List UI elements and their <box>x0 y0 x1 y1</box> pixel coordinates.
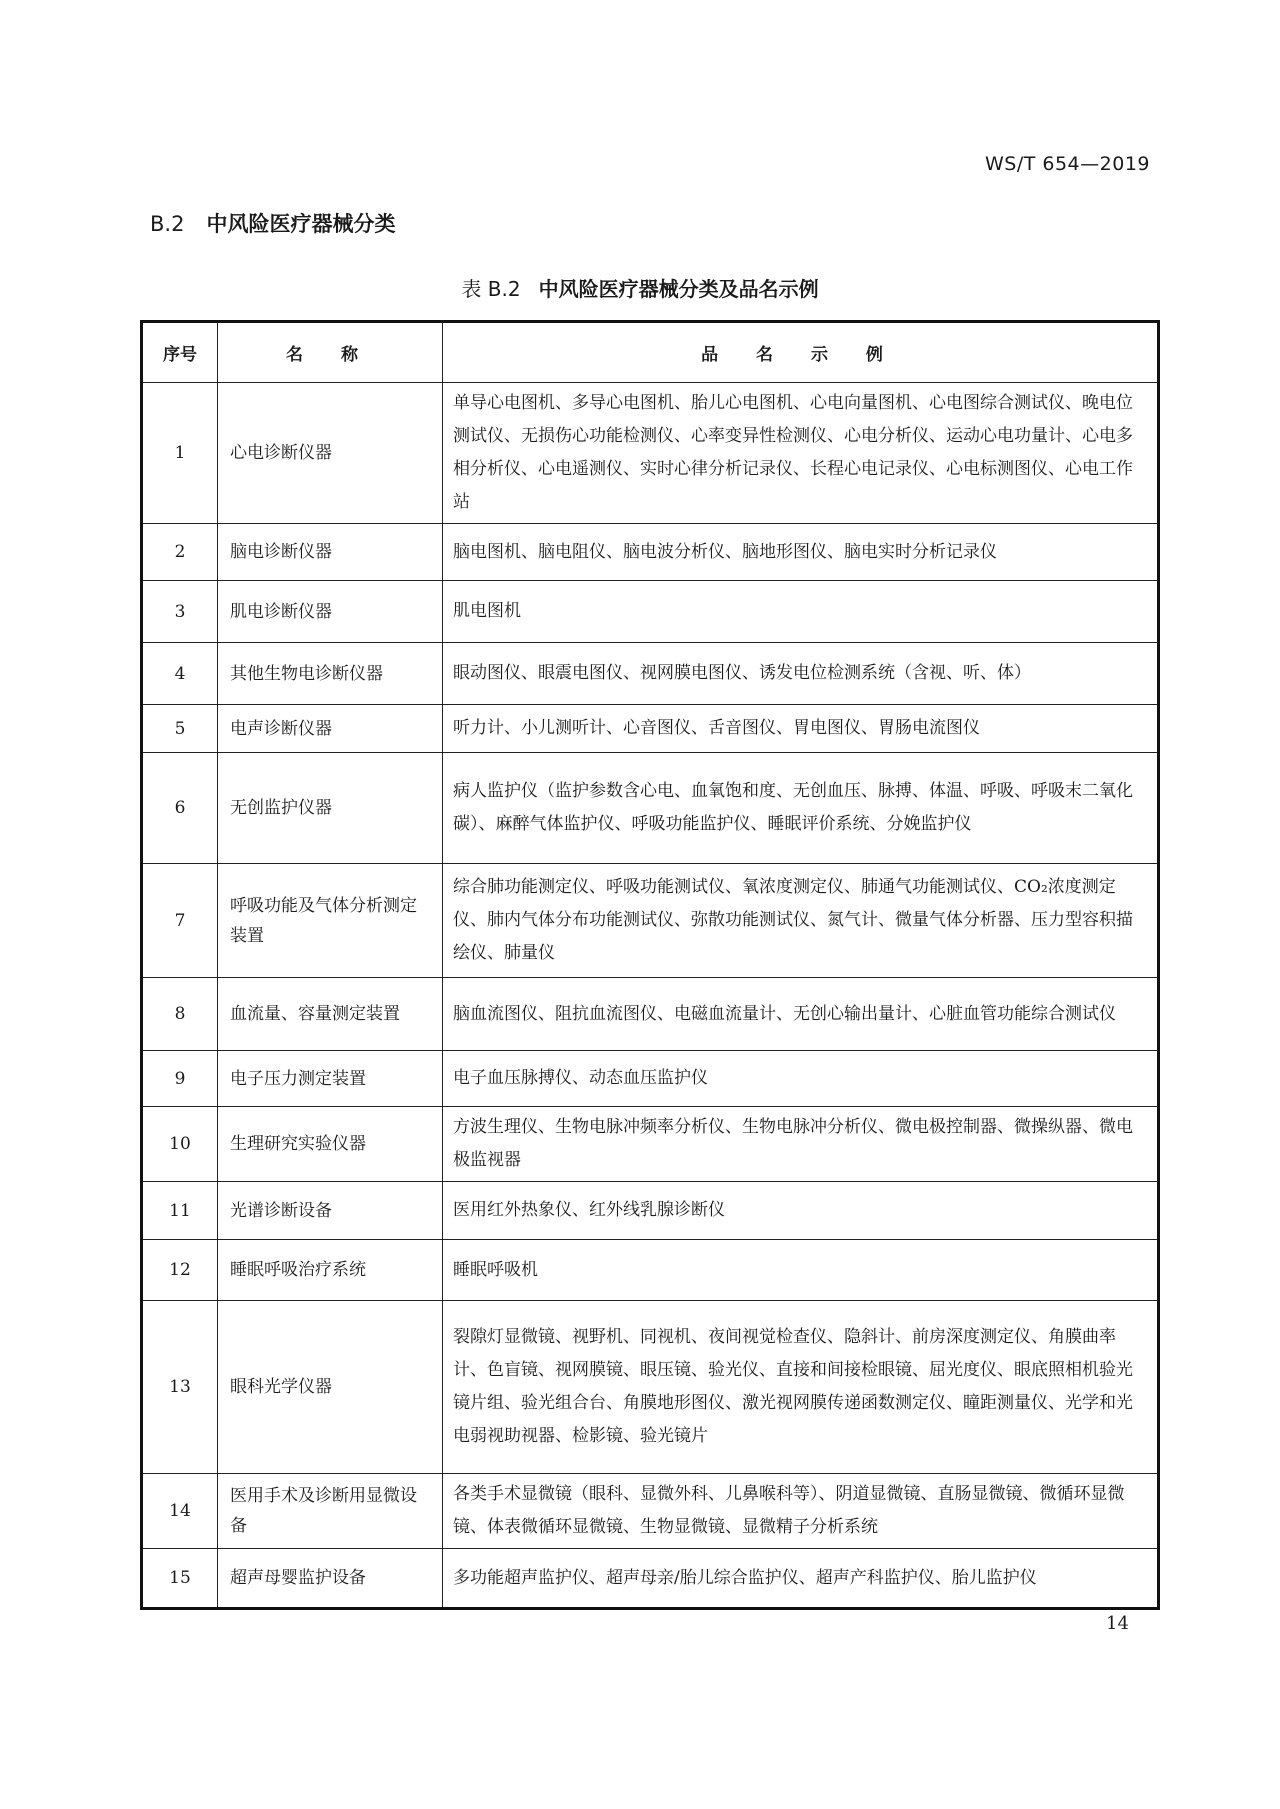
column-header-name: 名 称 <box>218 322 443 383</box>
row-name: 超声母婴监护设备 <box>218 1549 443 1609</box>
column-header-no: 序号 <box>142 322 218 383</box>
row-examples: 方波生理仪、生物电脉冲频率分析仪、生物电脉冲分析仪、微电极控制器、微操纵器、微电极监视器 <box>443 1107 1159 1182</box>
row-examples: 听力计、小儿测听计、心音图仪、舌音图仪、胃电图仪、胃肠电流图仪 <box>443 705 1159 753</box>
row-name: 电子压力测定装置 <box>218 1051 443 1107</box>
row-number: 10 <box>142 1107 218 1182</box>
table-row <box>142 581 1159 643</box>
row-examples: 脑血流图仪、阻抗血流图仪、电磁血流量计、无创心输出量计、心脏血管功能综合测试仪 <box>443 978 1159 1051</box>
row-number: 15 <box>142 1549 218 1609</box>
row-name: 眼科光学仪器 <box>218 1301 443 1474</box>
row-examples: 单导心电图机、多导心电图机、胎儿心电图机、心电向量图机、心电图综合测试仪、晚电位测试仪、无损伤心功能检测仪、心率变异性检测仪、心电分析仪、运动心电功量计、心电多相分析仪、心电遥测仪、实时心律分析记录仪、长程心电记录仪、心电标测图仪、心电工作站 <box>443 383 1159 524</box>
row-examples: 多功能超声监护仪、超声母亲/胎儿综合监护仪、超声产科监护仪、胎儿监护仪 <box>443 1549 1159 1609</box>
section-number: B.2 <box>150 212 185 236</box>
row-number: 3 <box>142 581 218 643</box>
table-caption <box>0 273 1280 302</box>
table-row <box>142 978 1159 1051</box>
section-heading <box>150 208 395 238</box>
table-row <box>142 1301 1159 1474</box>
table-row <box>142 524 1159 581</box>
row-number: 6 <box>142 753 218 864</box>
row-examples: 肌电图机 <box>443 581 1159 643</box>
row-name: 肌电诊断仪器 <box>218 581 443 643</box>
row-examples: 病人监护仪（监护参数含心电、血氧饱和度、无创血压、脉搏、体温、呼吸、呼吸末二氧化碳）、麻醉气体监护仪、呼吸功能监护仪、睡眠评价系统、分娩监护仪 <box>443 753 1159 864</box>
row-number: 8 <box>142 978 218 1051</box>
row-name: 脑电诊断仪器 <box>218 524 443 581</box>
row-examples: 综合肺功能测定仪、呼吸功能测试仪、氧浓度测定仪、肺通气功能测试仪、CO₂浓度测定仪、肺内气体分布功能测试仪、弥散功能测试仪、氮气计、微量气体分析器、压力型容积描绘仪、肺量仪 <box>443 864 1159 978</box>
row-name: 医用手术及诊断用显微设备 <box>218 1474 443 1549</box>
row-number: 11 <box>142 1182 218 1240</box>
row-examples: 脑电图机、脑电阻仪、脑电波分析仪、脑地形图仪、脑电实时分析记录仪 <box>443 524 1159 581</box>
row-examples: 眼动图仪、眼震电图仪、视网膜电图仪、诱发电位检测系统（含视、听、体） <box>443 643 1159 705</box>
row-number: 13 <box>142 1301 218 1474</box>
section-title: 中风险医疗器械分类 <box>206 212 396 236</box>
row-number: 12 <box>142 1240 218 1301</box>
device-classification-table <box>140 320 1160 1610</box>
table-row <box>142 1240 1159 1301</box>
row-examples: 医用红外热象仪、红外线乳腺诊断仪 <box>443 1182 1159 1240</box>
row-name: 生理研究实验仪器 <box>218 1107 443 1182</box>
table-row <box>142 1051 1159 1107</box>
table-row <box>142 864 1159 978</box>
row-name: 睡眠呼吸治疗系统 <box>218 1240 443 1301</box>
table-row <box>142 1549 1159 1609</box>
table-row <box>142 753 1159 864</box>
row-number: 14 <box>142 1474 218 1549</box>
page-number: 14 <box>1106 1613 1129 1634</box>
table-row <box>142 1107 1159 1182</box>
row-examples: 睡眠呼吸机 <box>443 1240 1159 1301</box>
row-examples: 电子血压脉搏仪、动态血压监护仪 <box>443 1051 1159 1107</box>
row-name: 呼吸功能及气体分析测定装置 <box>218 864 443 978</box>
table-row <box>142 643 1159 705</box>
standard-code: WS/T 654—2019 <box>984 153 1150 175</box>
column-header-examples: 品 名 示 例 <box>443 322 1159 383</box>
row-number: 9 <box>142 1051 218 1107</box>
row-number: 4 <box>142 643 218 705</box>
table-row <box>142 1182 1159 1240</box>
table-header-row <box>142 322 1159 383</box>
row-name: 无创监护仪器 <box>218 753 443 864</box>
table-row <box>142 383 1159 524</box>
row-number: 2 <box>142 524 218 581</box>
row-examples: 各类手术显微镜（眼科、显微外科、儿鼻喉科等）、阴道显微镜、直肠显微镜、微循环显微镜、体表微循环显微镜、生物显微镜、显微精子分析系统 <box>443 1474 1159 1549</box>
row-name: 血流量、容量测定装置 <box>218 978 443 1051</box>
row-name: 光谱诊断设备 <box>218 1182 443 1240</box>
table-caption-number: 表 B.2 <box>461 277 521 301</box>
table-row <box>142 705 1159 753</box>
table-caption-title: 中风险医疗器械分类及品名示例 <box>538 277 819 301</box>
row-number: 5 <box>142 705 218 753</box>
table-row <box>142 1474 1159 1549</box>
row-examples: 裂隙灯显微镜、视野机、同视机、夜间视觉检查仪、隐斜计、前房深度测定仪、角膜曲率计、色盲镜、视网膜镜、眼压镜、验光仪、直接和间接检眼镜、屈光度仪、眼底照相机验光镜片组、验光组合台、角膜地形图仪、激光视网膜传递函数测定仪、瞳距测量仪、光学和光电弱视助视器、检影镜、验光镜片 <box>443 1301 1159 1474</box>
row-name: 心电诊断仪器 <box>218 383 443 524</box>
row-name: 其他生物电诊断仪器 <box>218 643 443 705</box>
row-name: 电声诊断仪器 <box>218 705 443 753</box>
row-number: 1 <box>142 383 218 524</box>
row-number: 7 <box>142 864 218 978</box>
